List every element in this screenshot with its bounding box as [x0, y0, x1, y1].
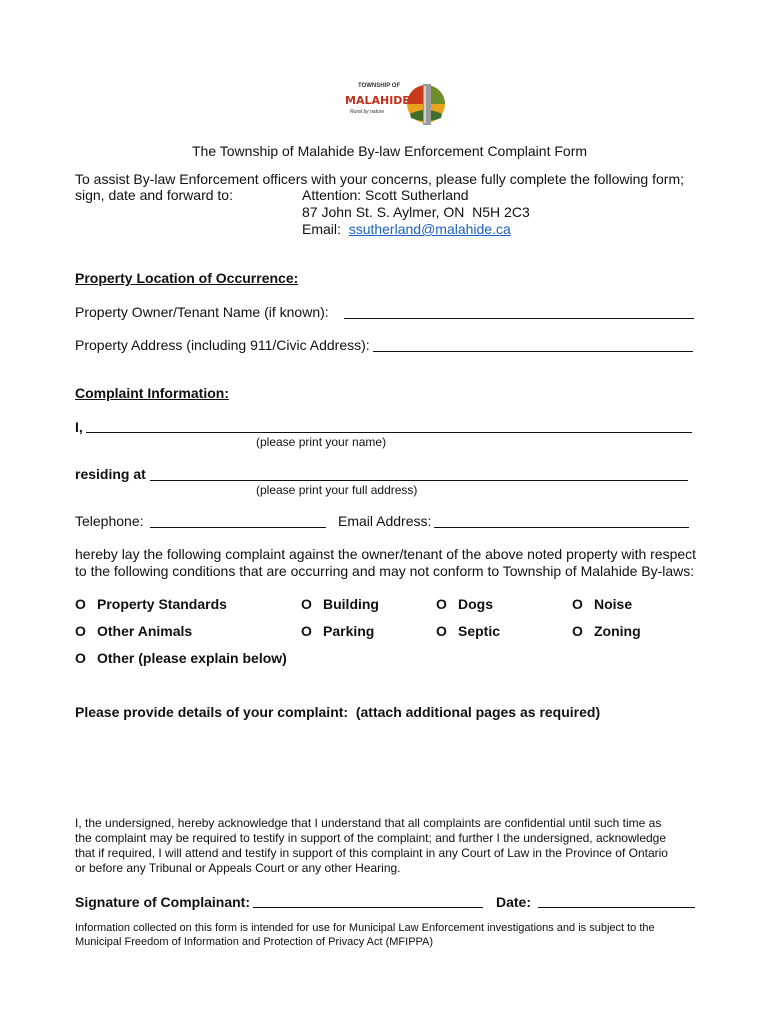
option-radio-icon[interactable]: O: [75, 596, 86, 612]
owner-name-label: Property Owner/Tenant Name (if known):: [75, 304, 329, 320]
email-link[interactable]: ssutherland@malahide.ca: [348, 221, 511, 237]
option-radio-icon[interactable]: O: [301, 596, 312, 612]
complaint-statement-line-1: hereby lay the following complaint against the owner/tenant of the above noted property with respect: [75, 546, 697, 562]
property-address-label: Property Address (including 911/Civic Address):: [75, 337, 370, 353]
address-hint: (please print your full address): [256, 483, 418, 497]
option-building[interactable]: O Building: [301, 596, 379, 612]
logo-tagline: Rural by nature: [350, 109, 385, 115]
details-area[interactable]: [75, 725, 695, 805]
complaint-information-heading: Complaint Information:: [75, 385, 229, 401]
property-location-heading: Property Location of Occurrence:: [75, 270, 299, 286]
signature-field[interactable]: [253, 907, 483, 908]
complainant-name-field[interactable]: [86, 432, 692, 433]
intro-line-1: To assist By-law Enforcement officers with your concerns, please fully complete the following form;: [75, 171, 684, 187]
acknowledgement-line-3: that if required, I will attend and testify in support of this complaint in any Court of Law in the Province of Ontario: [75, 846, 668, 860]
email-contact-label: Email:: [302, 221, 341, 237]
option-property-standards[interactable]: O Property Standards: [75, 596, 227, 612]
footer-line-2: Municipal Freedom of Information and Protection of Privacy Act (MFIPPA): [75, 936, 434, 948]
acknowledgement-line-2: the complaint may be required to testify in support of the complaint; and further I the undersigned, acknowledge: [75, 831, 667, 845]
intro-line-2: sign, date and forward to:: [75, 187, 233, 203]
residing-label: residing at: [75, 466, 146, 482]
date-label: Date:: [496, 894, 532, 910]
name-hint: (please print your name): [256, 435, 387, 449]
form-title: The Township of Malahide By-law Enforcement Complaint Form: [192, 143, 588, 159]
mailing-address: 87 John St. S. Aylmer, ON N5H 2C3: [302, 204, 530, 220]
township-logo: [340, 80, 446, 130]
email-address-field[interactable]: [434, 527, 689, 528]
attention-line: Attention: Scott Sutherland: [302, 187, 469, 203]
option-radio-icon[interactable]: O: [436, 623, 447, 639]
option-radio-icon[interactable]: O: [75, 650, 86, 666]
option-septic[interactable]: O Septic: [436, 623, 501, 639]
telephone-label: Telephone:: [75, 513, 144, 529]
logo-name: MALAHIDE: [345, 94, 410, 107]
option-radio-icon[interactable]: O: [572, 623, 583, 639]
date-field[interactable]: [538, 907, 695, 908]
email-contact: [302, 221, 511, 238]
acknowledgement-line-1: I, the undersigned, hereby acknowledge that I understand that all complaints are confidential until such time as: [75, 816, 662, 830]
option-other[interactable]: O Other (please explain below): [75, 650, 287, 666]
acknowledgement-line-4: or before any Tribunal or Appeals Court or any other Hearing.: [75, 861, 401, 875]
owner-name-field[interactable]: [344, 318, 694, 319]
telephone-field[interactable]: [150, 527, 326, 528]
option-zoning[interactable]: O Zoning: [572, 623, 641, 639]
option-parking[interactable]: O Parking: [301, 623, 375, 639]
residing-address-field[interactable]: [150, 480, 688, 481]
complainant-name-label: I,: [75, 419, 83, 435]
option-noise[interactable]: O Noise: [572, 596, 633, 612]
complaint-statement-line-2: to the following conditions that are occurring and may not conform to Township of Malahide By-laws:: [75, 563, 695, 579]
option-other-animals[interactable]: O Other Animals: [75, 623, 193, 639]
footer-line-1: Information collected on this form is intended for use for Municipal Law Enforcement investigations and is subject to the: [75, 922, 655, 934]
option-dogs[interactable]: O Dogs: [436, 596, 493, 612]
option-radio-icon[interactable]: O: [572, 596, 583, 612]
details-heading: Please provide details of your complaint: (attach additional pages as required): [75, 704, 601, 720]
option-radio-icon[interactable]: O: [75, 623, 86, 639]
option-radio-icon[interactable]: O: [301, 623, 312, 639]
signature-label: Signature of Complainant:: [75, 894, 250, 910]
property-address-field[interactable]: [373, 351, 693, 352]
email-address-label: Email Address:: [338, 513, 432, 529]
option-radio-icon[interactable]: O: [436, 596, 447, 612]
logo-top-text: TOWNSHIP OF: [358, 83, 401, 89]
